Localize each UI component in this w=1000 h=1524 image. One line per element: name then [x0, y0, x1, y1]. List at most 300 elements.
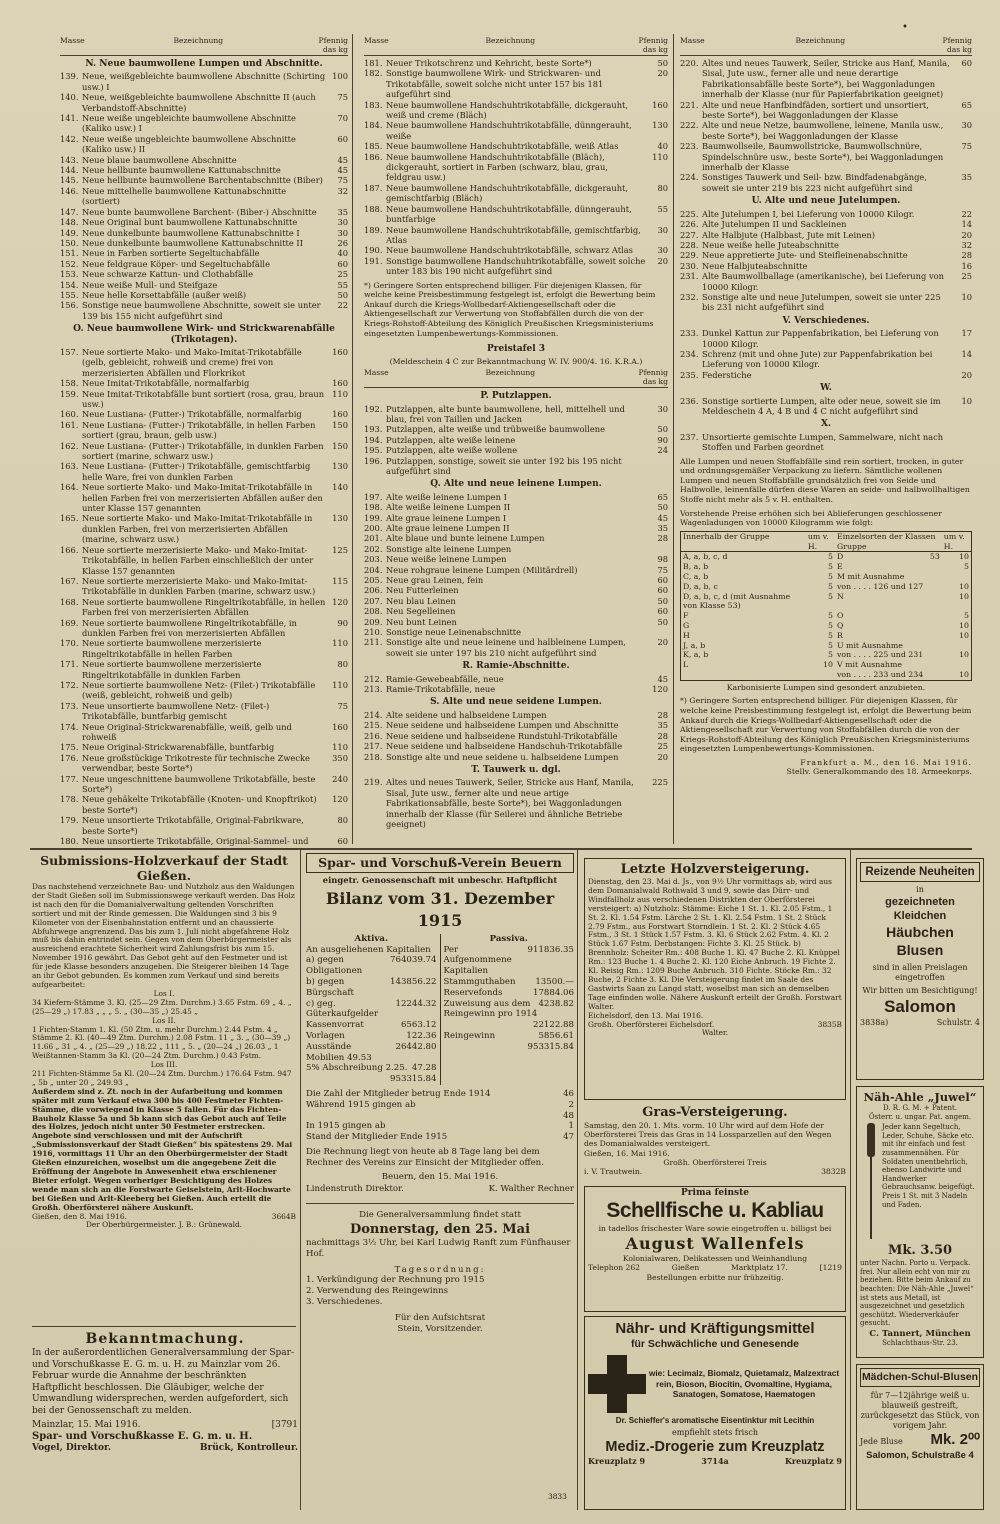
ad-number: 3833 — [548, 1492, 567, 1501]
ad-naeh-ahle — [856, 1086, 984, 1358]
price-row — [60, 461, 348, 482]
ad-text: Häubchen — [886, 924, 954, 940]
ad-bekanntmachung — [32, 1330, 298, 1506]
class-number: 222. — [680, 120, 699, 131]
class-price: 80 — [657, 182, 668, 193]
price-row — [60, 71, 348, 92]
class-description: Neue weiße leinene Lumpen — [386, 554, 507, 565]
price-row — [364, 731, 668, 741]
price-row — [364, 183, 668, 204]
ad-title: Submissions-Holzverkauf der Stadt Gießen. — [40, 853, 288, 883]
class-price: 75 — [337, 700, 348, 711]
class-price: 32 — [961, 239, 972, 250]
class-description: Sonstige alte und neue seidene u. halbseidene Lumpen — [386, 751, 619, 762]
ad-signature: K. Walther Rechner — [488, 1184, 574, 1195]
balance-line — [306, 955, 437, 977]
ad-rule — [32, 1326, 296, 1327]
price-row — [680, 370, 972, 380]
price-row — [364, 674, 668, 684]
product-highlight: Dr. Schieffer's aromatische Eisentinktur mit Lecithin — [615, 1416, 815, 1425]
class-number: 189. — [364, 224, 383, 235]
class-description: Neue feldgraue Köper- und Segeltuchabfälle — [82, 258, 270, 269]
price-row — [364, 606, 668, 616]
balance-line — [444, 945, 575, 977]
class-price: 60 — [657, 575, 668, 585]
table-cell — [925, 660, 941, 670]
class-number: 197. — [364, 491, 383, 502]
section-heading-u: U. Alte und neue Jutelumpen. — [751, 196, 901, 207]
ad-subtitle: eingetr. Genossenschaft mit unbeschr. Haftpflicht — [322, 875, 558, 885]
section-heading-o: O. Neue baumwollene Wirk- und Strickwarenabfälle (Trikotagen). — [73, 324, 335, 345]
class-description: Neu Futterleinen — [386, 585, 459, 596]
table-cell — [942, 660, 972, 670]
price-row — [364, 204, 668, 225]
ad-firm: Spar- und Vorschußkasse E. G. m. u. H. — [32, 1431, 253, 1443]
class-description: Neue schwarze Kattun- und Clothabfälle — [82, 269, 253, 280]
price-row — [60, 347, 348, 378]
ad-body-2: Außerdem sind z. Zt. noch in der Aufarbeitung und kommen später mit zum Verkauf etwa 300 bis 400 Festmeter Fichten-Stämme, die vorwiegend in Klasse 5 fallen. Für das Fichten-Bauholz Klasse 5a und 5b kann sich das Gebot auch auf Teile des Holzes, jedoch nicht unter 50 Festmeter erstrecken. Angebote sind verschlossen und mit der Aufschrift „Submissionsverkauf der Stadt Gießen“ bis spätestens 29. Mai 1916, vormittags 11 Uhr an den Oberbürgermeister der Stadt Gießen einzureichen, woselbst um die angegebene Zeit die Eröffnung der Angebote in Anwesenheit etwa erschienener Bieter erfolgt. Wegen vorheriger Besichtigung des Holzes wende man sich an die Forstwarte Geiselstein, Arlt-Hochwarte bei Gießen und Arlt-Kleeberg bei Gießen. Auch erteilt die Großh. Oberförsterei nähere Auskunft. — [32, 1086, 293, 1212]
class-description: Neue weiße Mull- und Steifgaze — [82, 279, 218, 290]
ad-text: Blusen — [896, 942, 944, 958]
class-number: 235. — [680, 369, 699, 380]
column-divider — [300, 850, 301, 1510]
balance-line — [306, 977, 437, 999]
class-number: 175. — [60, 742, 79, 753]
ad-signature: Lindenstruth Direktor. — [306, 1184, 404, 1195]
balance-line — [444, 1020, 575, 1031]
class-number: 179. — [60, 815, 79, 826]
class-number: 166. — [60, 544, 79, 555]
table-cell: 5 — [828, 611, 833, 621]
class-number: 232. — [680, 291, 699, 302]
table-cell: von . . . . 126 und 127 — [837, 581, 924, 591]
class-price: 225 — [652, 777, 668, 788]
price-row — [364, 554, 668, 564]
ad-text: gezeichneten Kleidchen — [885, 896, 955, 922]
rows-u — [680, 209, 972, 313]
table-cell: 5 — [828, 562, 833, 572]
price-row — [680, 261, 972, 271]
balance-value: 47.28 — [411, 1063, 437, 1074]
class-number: 215. — [364, 720, 383, 731]
member-value: 48 — [563, 1110, 574, 1121]
class-description: Neue weiße ungebleichte baumwollene Abschnitte (Kaliko usw.) I — [82, 113, 296, 134]
class-number: 149. — [60, 227, 79, 238]
class-number: 226. — [680, 219, 699, 230]
ad-body: Die Rechnung liegt von heute ab 8 Tage lang bei dem Rechner des Vereins zur Einsicht der Mitglieder offen. — [306, 1146, 544, 1168]
class-description: Neue Imitat-Trikotabfälle, normalfarbig — [82, 378, 250, 389]
table-cell: 53 — [929, 552, 940, 562]
price-row — [680, 120, 972, 141]
rows-s — [364, 710, 668, 762]
table-cell: 10 — [959, 591, 969, 601]
class-number: 143. — [60, 154, 79, 165]
ad-body: Jeder kann Segeltuch, Leder, Schuhe, Säcke etc. mit ihr einfach und fest zusammennähen. Für Soldaten unentbehrlich, ebenso Landwirte und Handwerker Gebrauchsanw. beigefügt. Preis 1 St. mit 3 Nadeln und Faden. — [882, 1123, 975, 1209]
class-price: 28 — [657, 533, 668, 544]
class-number: 198. — [364, 502, 383, 513]
ad-place: Gießen, den 8. Mai 1916. — [32, 1211, 127, 1221]
class-price: 35 — [657, 720, 668, 731]
class-description: Neue baumwollene Handschuhtrikotabfälle, dickgerauht, weiß und creme (Bläch) — [386, 99, 629, 121]
passiva-lines — [444, 945, 575, 1053]
class-number: 196. — [364, 455, 383, 466]
class-number: 218. — [364, 751, 383, 762]
class-price: 26 — [337, 237, 348, 248]
class-description: Neue sortierte baumwollene merzerisierte Ringeltrikotabfälle in hellen Farben — [82, 638, 262, 659]
ad-title: Spar- und Vorschuß-Verein Beuern — [306, 853, 574, 873]
table-cell: L — [683, 660, 689, 670]
table-cell — [925, 562, 941, 572]
class-description: Neue seidene und halbseidene Lumpen und Abschnitte — [386, 720, 619, 731]
class-price: 75 — [337, 175, 348, 186]
table-cell: U mit Ausnahme — [837, 640, 903, 650]
class-number: 187. — [364, 182, 383, 193]
section-heading-r: R. Ramie-Abschnitte. — [462, 661, 570, 672]
class-description: Putzlappen, alte weiße wollene — [386, 445, 518, 456]
class-price: 20 — [961, 369, 972, 380]
table-cell: J, a, b — [683, 640, 706, 650]
meeting-date: Donnerstag, den 25. Mai — [349, 1221, 531, 1237]
price-row — [364, 777, 668, 829]
table-cell: 10 — [823, 660, 833, 670]
balance-value: 13500.— — [535, 976, 574, 987]
merchant-desc: Kolonialwaren, Delikatessen und Weinhandlung — [622, 1253, 808, 1263]
merchant-city: Gießen — [671, 1263, 700, 1273]
class-description: Neue Original-Strickwarenabfälle, buntfarbig — [82, 742, 275, 753]
class-price: 110 — [332, 388, 348, 399]
balance-title: Bilanz vom 31. Dezember 1915 — [325, 888, 555, 930]
balance-label: b) gegen Bürgschaft — [306, 976, 354, 998]
class-number: 174. — [60, 721, 79, 732]
class-price: 150 — [332, 440, 348, 451]
class-price: 17 — [961, 328, 972, 339]
class-number: 208. — [364, 606, 383, 617]
class-price: 120 — [652, 684, 668, 695]
class-number: 224. — [680, 172, 699, 183]
class-description: Baumwollseile, Baumwollstricke, Baumwollschnüre, Spindelschnüre usw., beste Sorte*), bei Waggonladungen innerhalb der Klasse — [702, 141, 944, 173]
class-description: Neue helle Korsettabfälle (außer weiß) — [82, 289, 247, 300]
price-row — [60, 638, 348, 659]
class-number: 156. — [60, 300, 79, 311]
class-description: Sonstiges Tauwerk und Seil- bzw. Bindfadenabgänge, soweit sie unter 219 bis 223 nicht aufgeführt sind — [702, 172, 927, 193]
table-row — [681, 611, 972, 621]
class-number: 155. — [60, 289, 79, 300]
balance-line — [444, 977, 575, 988]
table-row — [681, 650, 972, 660]
balance-line — [306, 1042, 437, 1053]
class-price: 30 — [337, 227, 348, 238]
class-description: Neue baumwollene Handschuhtrikotabfälle, schwarz Atlas — [386, 245, 633, 256]
ad-title: Mädchen-Schul-Blusen — [860, 1368, 980, 1387]
table-cell: M mit Ausnahme — [837, 571, 905, 581]
ad-place: Eichelsdorf, den 13. Mai 1916. — [588, 1010, 704, 1020]
ad-text: Jede Bluse — [860, 1437, 903, 1446]
section-heading-t: T. Tauwerk u. dgl. — [471, 764, 561, 775]
class-price: 150 — [332, 419, 348, 430]
merchant-name: Salomon, Schulstraße 4 — [866, 1450, 974, 1461]
table-row — [681, 562, 972, 572]
ad-firm: Großh. Oberförsterei Treis — [663, 1157, 767, 1167]
class-description: Alte graue leinene Lumpen I — [386, 512, 507, 523]
rows-n — [60, 71, 348, 321]
class-description: Neuer Trikotschrenz und Kehricht, beste Sorte*) — [386, 58, 592, 68]
lot-rows: 211 Fichten-Stämme 5a Kl. (20—24 Ztm. Durchm.) 176.64 Fstm. 947 „ 5b „ unter 20 „ 249.93 „ — [32, 1069, 292, 1087]
price-row — [60, 794, 348, 815]
class-number: 195. — [364, 445, 383, 456]
class-number: 171. — [60, 659, 79, 670]
class-description: Neue weiße helle Juteabschnitte — [702, 239, 839, 250]
class-price: 160 — [332, 721, 348, 732]
class-description: Putzlappen, sonstige, soweit sie unter 192 bis 195 nicht aufgeführt sind — [386, 455, 622, 476]
ad-signature: Walter. — [701, 1028, 729, 1038]
class-description: Sonstige sortierte Lumpen, alte oder neue, soweit sie im Meldeschein 4 A, 4 B und 4 C nicht aufgeführt sind — [702, 395, 941, 416]
table-cell: 10 — [959, 581, 969, 591]
class-price: 160 — [652, 99, 668, 110]
table-cell — [925, 631, 941, 641]
balance-line — [444, 1031, 575, 1042]
price-row — [364, 596, 668, 606]
table-row — [681, 592, 972, 612]
column-header — [60, 36, 348, 56]
ad-drogerie — [584, 1316, 846, 1510]
merchant-name: Mediz.-Drogerie zum Kreuzplatz — [605, 1439, 825, 1455]
class-price: 60 — [337, 258, 348, 269]
class-price: 30 — [657, 403, 668, 414]
class-price: 30 — [657, 224, 668, 235]
merchant-address: Schlachthaus-Str. 23. — [882, 1338, 958, 1347]
member-line: In 1915 gingen ab — [306, 1121, 386, 1132]
price-row — [680, 349, 972, 370]
class-number: 182. — [364, 68, 383, 79]
balance-label: Reservefonds — [443, 987, 503, 998]
ad-signature: Für den Aufsichtsrat — [394, 1312, 486, 1323]
balance-label: a) gegen Obligationen — [306, 955, 363, 977]
agenda-item: 2. Verwendung des Reingewinns — [306, 1286, 449, 1297]
class-price: 120 — [332, 794, 348, 805]
table-cell — [925, 611, 941, 621]
ad-place: Gießen, 16. Mai 1916. — [584, 1148, 670, 1158]
meeting-time: nachmittags 3½ Uhr, bei Karl Ludwig Ranft zum Fünfhauser Hof. — [306, 1237, 571, 1259]
class-number: 154. — [60, 279, 79, 290]
ad-subtitle: Österr. u. ungar. Pat. angem. — [868, 1112, 972, 1121]
class-description: Neue mittelhelle baumwollene Kattunabschnitte (sortiert) — [82, 185, 287, 207]
class-description: Alte Jutelumpen I, bei Lieferung von 10000 Kilogr. — [702, 208, 915, 219]
class-price: 130 — [652, 120, 668, 131]
price-row — [364, 445, 668, 455]
class-description: Altes und neues Tauwerk, Seiler, Stricke aus Hanf, Manila, Sisal, Jute usw., ferner alle und neue derartige Fabrikationsabfälle beste Sorte*), bei Waggonladungen innerhalb der Klasse (nur für Papierfabrikation geeignet) — [702, 58, 950, 100]
column-divider — [673, 34, 674, 844]
ad-signature: Stein, Vorsitzender. — [397, 1323, 483, 1334]
table-cell — [681, 670, 806, 680]
class-number: 188. — [364, 203, 383, 214]
class-number: 204. — [364, 564, 383, 575]
ad-text: in — [916, 885, 924, 894]
class-price: 50 — [657, 58, 668, 68]
class-description: Neue sortierte merzerisierte Mako- und Mako-Imitat-Trikotabfälle, in hellen Farben einschließlich der unter Klasse 157 genannten — [82, 544, 314, 576]
header-masse: Masse — [60, 36, 85, 45]
price-row — [60, 134, 348, 155]
class-price: 350 — [332, 752, 348, 763]
price-row — [680, 100, 972, 121]
class-description: Neu Segelleinen — [386, 606, 456, 617]
balance-value: 764039.74 — [390, 955, 437, 966]
table-cell — [925, 641, 941, 651]
class-number: 210. — [364, 627, 383, 638]
rows-r — [364, 674, 668, 695]
class-description: Altes und neues Tauwerk, Seiler, Stricke aus Hanf, Manila, Sisal, Jute usw., ferner alte und neue artige Fabrikationsabfälle, beste Sorte*), bei Waggonladungen innerhalb der Klasse (für Seilerei und ähnliche Betriebe geeignet) — [386, 777, 634, 829]
class-description: Unsortierte gemischte Lumpen, Sammelware, nicht nach Stoffen und Farben geordnet — [702, 431, 944, 453]
ad-title: Gras-Versteigerung. — [642, 1105, 788, 1120]
class-number: 167. — [60, 575, 79, 586]
price-row — [680, 172, 972, 193]
preistafel-3-title: Preistafel 3 — [486, 344, 546, 355]
balance-line — [306, 1074, 437, 1085]
class-description: Neue Original bunt baumwollene Kattunabschnitte — [82, 217, 298, 228]
table-cell: C, a, b — [683, 571, 709, 581]
class-description: Neue bunte baumwollene Barchent- (Biber-) Abschnitte — [82, 206, 317, 217]
balance-label: Per Aufgenommene Kapitalien — [443, 944, 512, 977]
price-list-column-1 — [60, 36, 348, 846]
class-price: 90 — [657, 434, 668, 445]
class-description: Ramie-Trikotabfälle, neue — [386, 684, 496, 695]
class-number: 157. — [60, 346, 79, 357]
class-price: 20 — [961, 229, 972, 240]
class-number: 229. — [680, 250, 699, 261]
price-row — [364, 565, 668, 575]
class-number: 203. — [364, 554, 383, 565]
table-header: Einzelsorten der Klassen Gruppe — [837, 531, 936, 551]
table-cell: V mit Ausnahme — [837, 660, 902, 670]
column-divider — [577, 850, 578, 1510]
class-price: 50 — [657, 595, 668, 606]
merchant-address: Schulstr. 4 — [936, 1018, 980, 1027]
class-description: Federstiche — [702, 369, 752, 380]
class-description: Neue ungeschnittene baumwollene Trikotabfälle, beste Sorte*) — [82, 773, 316, 795]
class-price: 110 — [652, 151, 668, 162]
price-row — [364, 502, 668, 512]
class-number: 220. — [680, 58, 699, 68]
class-price: 80 — [337, 659, 348, 670]
price-row — [60, 248, 348, 258]
dateline: Frankfurt a. M., den 16. Mai 1916. — [800, 757, 972, 767]
class-number: 209. — [364, 616, 383, 627]
class-number: 230. — [680, 260, 699, 271]
class-description: Neue sortierte baumwollene merzerisierte Ringeltrikotabfälle in dunklen Farben — [82, 659, 262, 680]
class-description: Neue seidene und halbseidene Handschuh-Trikotabfälle — [386, 741, 623, 752]
class-price: 14 — [961, 219, 972, 230]
table-row — [681, 621, 972, 631]
ad-body: Samstag, den 20. 1. Mts. vorm. 10 Uhr wird auf dem Hofe der Oberförsterei Treis das Gras in 14 Lossparzellen auf den Wegen des Domanialwaldes versteigert. — [584, 1121, 832, 1149]
class-description: Neue weiße ungebleichte baumwollene Abschnitte (Kaliko usw.) II — [82, 133, 296, 155]
header-pfennig: Pfennig das kg — [318, 36, 348, 54]
class-description: Neue dunkelbunte baumwollene Kattunabschnitte II — [82, 237, 303, 248]
price-row — [60, 722, 348, 743]
balance-value: 143856.22 — [390, 976, 437, 987]
aktiva-side — [306, 934, 441, 1085]
price-row — [60, 269, 348, 279]
ad-text: sind in allen Preislagen eingetroffen — [872, 963, 968, 982]
class-description: Ramie-Gewebeabfälle, neue — [386, 673, 504, 684]
class-number: 216. — [364, 730, 383, 741]
class-price: 98 — [657, 554, 668, 565]
ad-pretitle: Prima feinste — [681, 1188, 749, 1198]
table-cell: D, a, b, c — [683, 581, 718, 591]
price-row — [60, 753, 348, 774]
class-number: 142. — [60, 133, 79, 144]
price-row — [364, 533, 668, 543]
class-description: Neu bunt Leinen — [386, 616, 457, 627]
header-masse: Masse — [364, 36, 389, 45]
class-price: 20 — [657, 637, 668, 648]
class-number: 168. — [60, 596, 79, 607]
balance-label: Ausstände — [306, 1041, 352, 1052]
class-price: 110 — [332, 638, 348, 649]
class-description: Dunkel Kattun zur Pappenfabrikation, bei Lieferung von 10000 Kilogr. — [702, 328, 939, 349]
balance-value: 5856.61 — [538, 1030, 574, 1041]
class-price: 60 — [337, 133, 348, 144]
price-row — [364, 456, 668, 477]
class-price: 25 — [657, 741, 668, 752]
ad-signature: i. V. Trautwein. — [584, 1167, 643, 1177]
merchant-phone: Telephon 262 — [588, 1263, 641, 1273]
class-number: 165. — [60, 513, 79, 524]
class-price: 30 — [337, 217, 348, 228]
meeting-intro: Die Generalversammlung findet statt — [359, 1210, 521, 1221]
class-price: 160 — [332, 378, 348, 389]
member-value: 2 — [568, 1099, 574, 1110]
class-price: 30 — [961, 120, 972, 131]
rows-181-191 — [364, 58, 668, 277]
class-number: 202. — [364, 543, 383, 554]
class-price: 16 — [961, 260, 972, 271]
class-number: 139. — [60, 71, 79, 82]
class-number: 236. — [680, 395, 699, 406]
price-row — [60, 420, 348, 441]
class-number: 205. — [364, 575, 383, 585]
header-masse: Masse — [364, 368, 389, 378]
table-cell: 5 — [828, 581, 833, 591]
table-header: um v. H. — [943, 531, 965, 551]
table-cell — [925, 650, 941, 660]
table-cell: 5 — [828, 640, 833, 650]
price-row — [364, 720, 668, 730]
balance-label: c) geg. Güterkaufgelder — [306, 998, 379, 1020]
class-price: 45 — [337, 165, 348, 176]
class-price: 65 — [657, 491, 668, 502]
class-number: 178. — [60, 794, 79, 805]
balance-label: Reingewinn — [443, 1030, 496, 1041]
balance-value: 4238.82 — [538, 998, 574, 1009]
table-cell: 5 — [828, 650, 833, 660]
class-number: 170. — [60, 638, 79, 649]
table-cell — [942, 641, 972, 651]
price-row — [364, 152, 668, 183]
ad-body: für 7—12jährige weiß u. blauweiß gestreift, zurückgesetzt das Stück, von vorigem Jahr. — [860, 1391, 980, 1430]
class-price: 90 — [337, 617, 348, 628]
price-row — [364, 710, 668, 720]
price-row — [680, 58, 972, 100]
class-price: 120 — [332, 596, 348, 607]
ad-neuheiten — [856, 858, 984, 1080]
class-description: Alte Halbjute (Halbbast, Jute mit Leinen) — [702, 229, 875, 240]
rows-o — [60, 347, 348, 846]
header-pfennig: Pfennig das kg — [638, 36, 668, 54]
class-description: Neue sortierte Mako- und Mako-Imitat-Trikotabfälle (gelb, gebleicht, rohweiß und creme) frei von merzerisierten Abfällen und Florkrikot — [82, 346, 302, 378]
table-cell: 10 — [959, 669, 969, 679]
class-description: Neue baumwollene Handschuhtrikotabfälle (Bläch), dickgerauht, sortiert in Farben (schwarz, blau, grau, feldgrau usw.) — [386, 151, 608, 183]
table-cell: G — [683, 620, 690, 630]
class-number: 206. — [364, 585, 383, 596]
